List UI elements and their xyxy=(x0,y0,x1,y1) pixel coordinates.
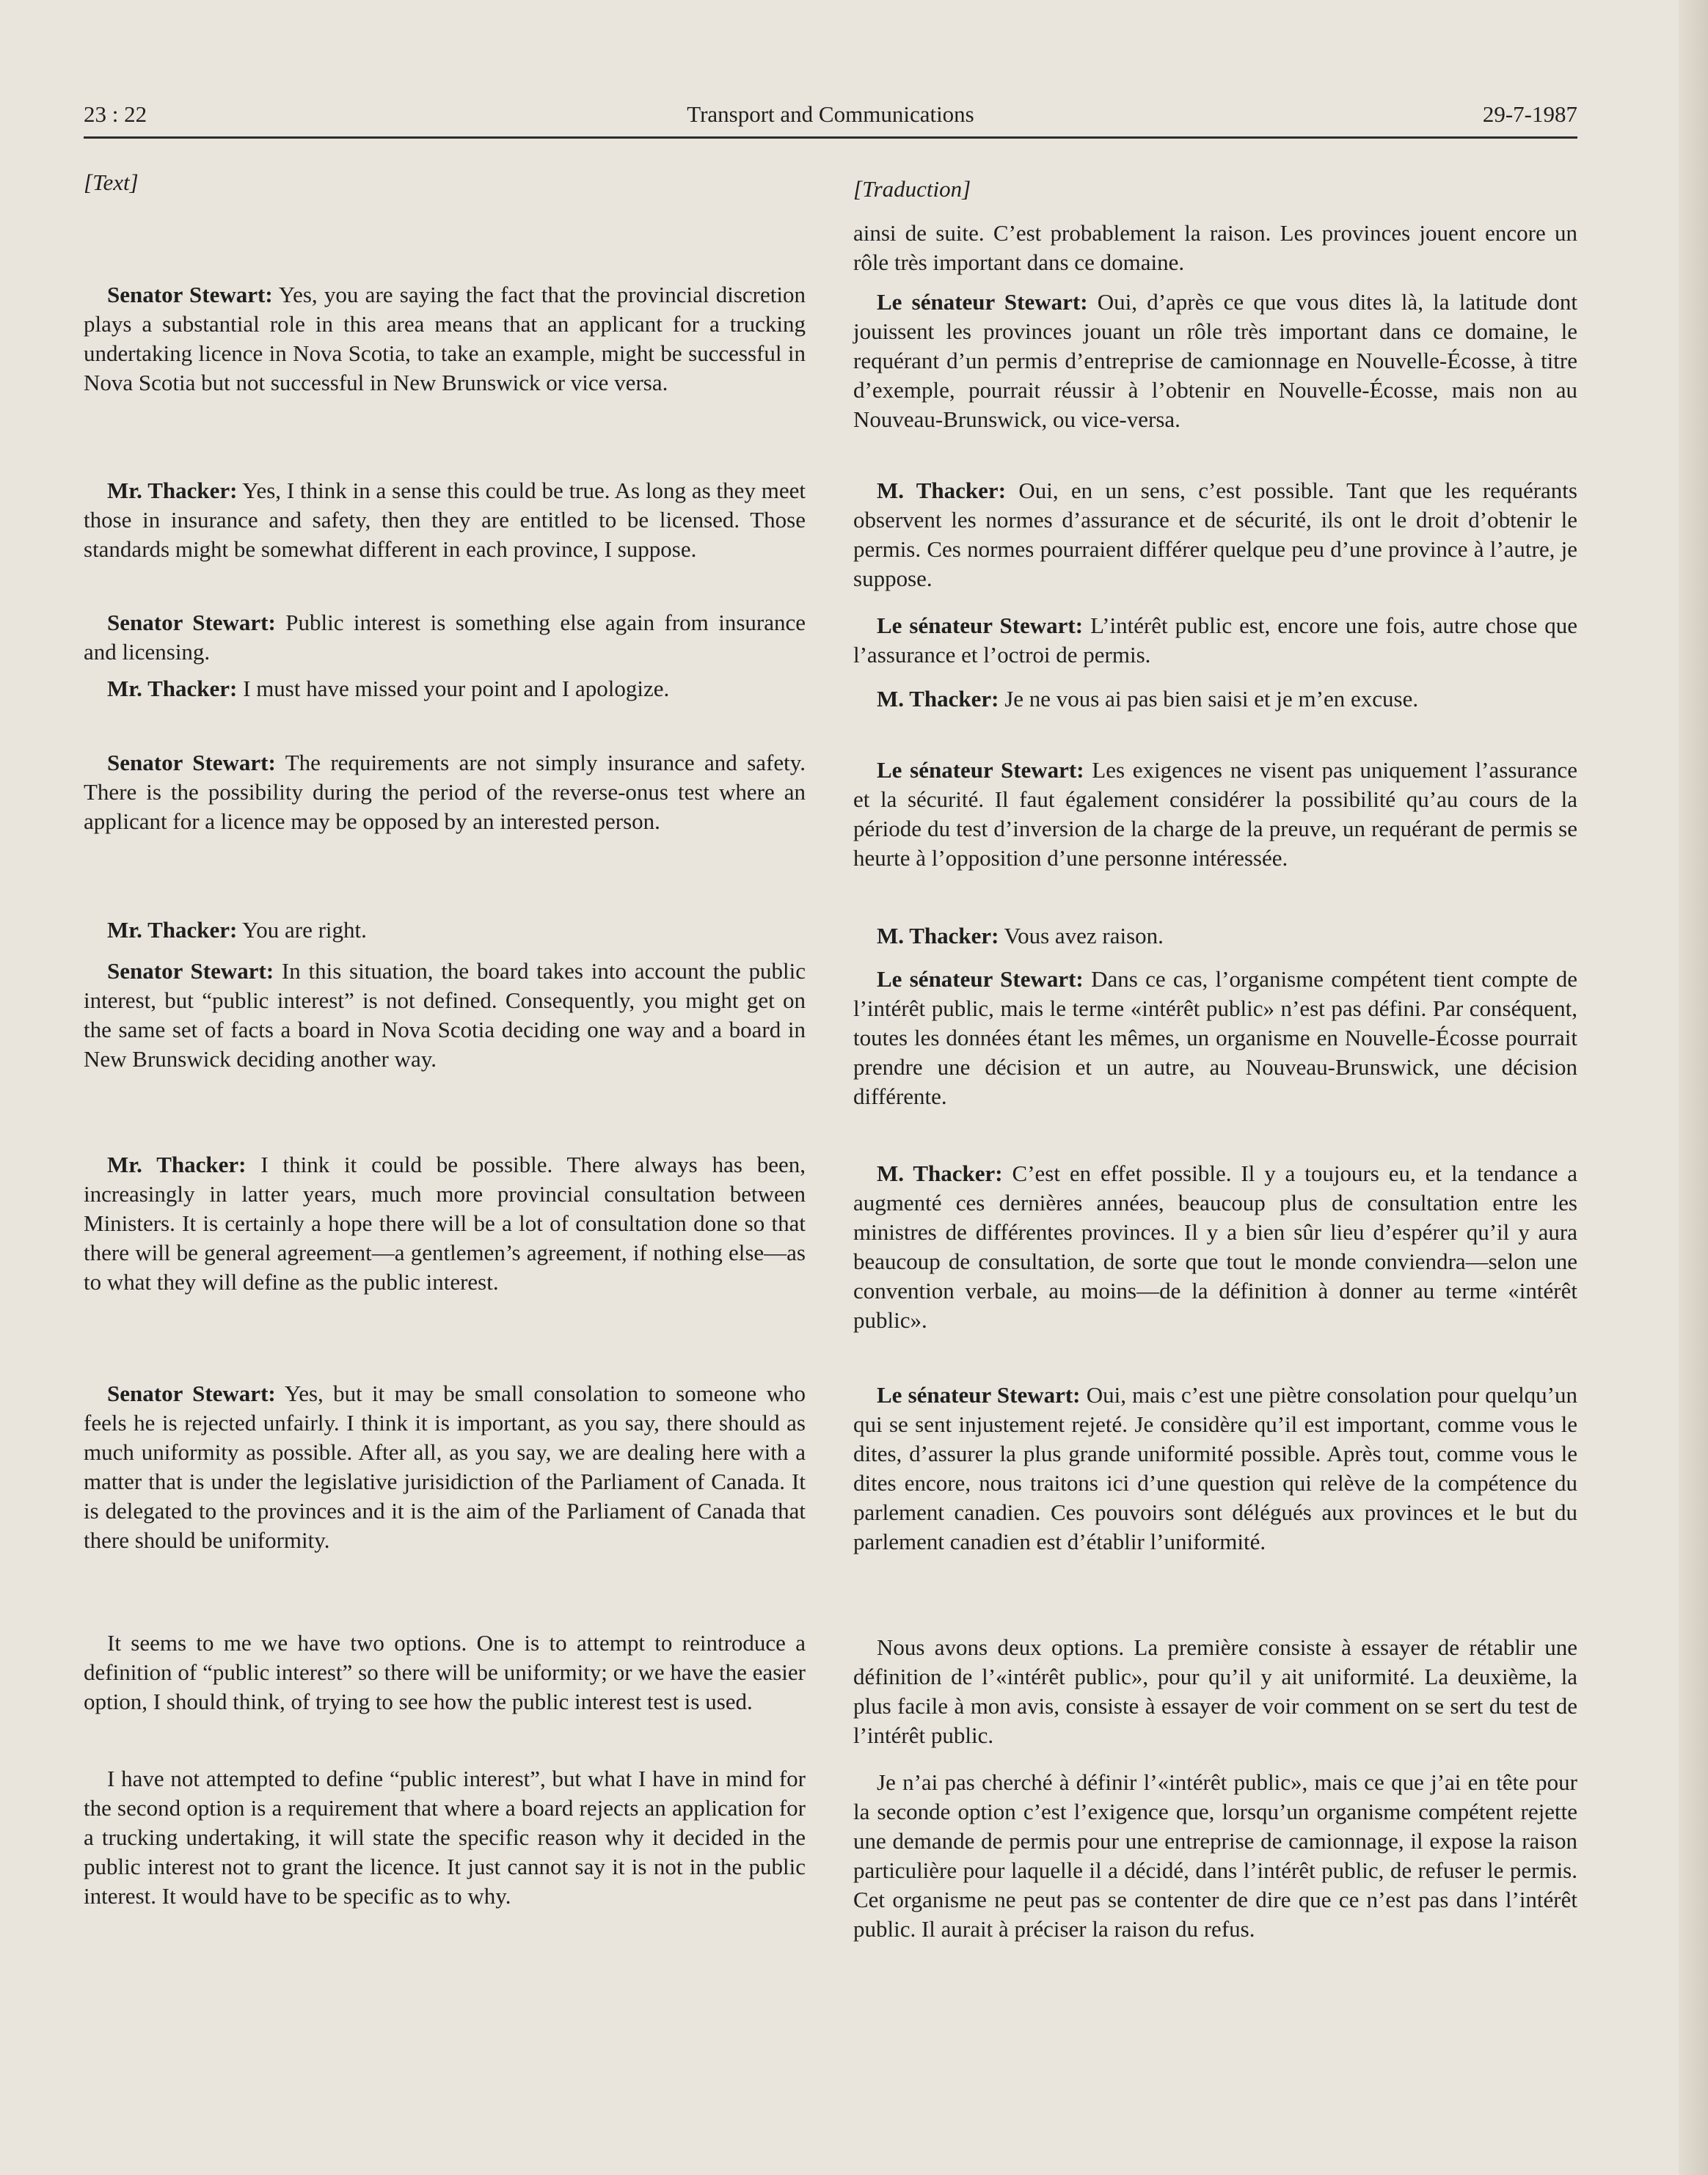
text-label: [Text] xyxy=(84,169,139,195)
speaker-name: M. Thacker: xyxy=(877,1160,1003,1186)
paragraph-text: I have not attempted to define “public interest”, but what I have in mind for the second option is a requirement that where a board rejects an application for a trucking undertaking, it will state the specific reason why it decided in the public interest not to grant the licence. It just cannot say it is not in the public interest. It would have to be specific as to why. xyxy=(84,1766,806,1909)
paragraph-text: ainsi de suite. C’est probablement la raison. Les provinces jouent encore un rôle très important dans ce domaine. xyxy=(853,220,1577,275)
speaker-name: Le sénateur Stewart: xyxy=(877,966,1084,992)
speaker-name: Mr. Thacker: xyxy=(107,676,238,701)
transcript-paragraph xyxy=(84,1764,806,1911)
transcript-paragraph xyxy=(853,611,1577,670)
speaker-name: Mr. Thacker: xyxy=(107,478,238,503)
speaker-name: M. Thacker: xyxy=(877,478,1007,503)
paragraph-text: Nous avons deux options. La première consiste à essayer de rétablir une définition de l’«intérêt public», pour qu’il y ait uniformité. La deuxième, la plus facile à mon avis, consiste à essayer de voir comment on se sert du test de l’intérêt public. xyxy=(853,1634,1577,1748)
paragraph-text: It seems to me we have two options. One is to attempt to reintroduce a definition of “public interest” so there will be uniformity; or we have the easier option, I should think, of trying to see how the public interest test is used. xyxy=(84,1630,806,1714)
transcript-paragraph xyxy=(853,476,1577,593)
transcript-paragraph xyxy=(84,476,806,564)
speaker-name: M. Thacker: xyxy=(877,686,999,712)
transcript-paragraph xyxy=(853,1768,1577,1944)
header-title: Transport and Communications xyxy=(687,101,974,127)
paragraph-text: Yes, I think in a sense this could be true. As long as they meet those in insurance and safety, then they are entitled to be licensed. Those standards might be somewhat different in each province, I suppose. xyxy=(84,478,806,562)
speaker-name: Le sénateur Stewart: xyxy=(877,757,1084,783)
paragraph-text: Vous avez raison. xyxy=(1004,923,1164,948)
page-edge-shadow xyxy=(1679,0,1708,2175)
page-reference: 23 : 22 xyxy=(84,101,147,127)
paragraph-text: Yes, but it may be small consolation to someone who feels he is rejected unfairly. I think it is important, as you say, there should as much uniformity as possible. After all, as you say, we are dealing here with a matter that is under the legislative jurisidiction of the Parliament of Canada. It is delegated to the provinces and it is the aim of the Parliament of Canada that there should be uniformity. xyxy=(84,1381,806,1553)
paragraph-text: Oui, d’après ce que vous dites là, la latitude dont jouissent les provinces jouant un rôle très important dans ce domaine, le requérant d’un permis d’entreprise de camionnage en Nouvelle-Écosse, à titre d’exemple, pourrait réussir à l’obtenir en Nouvelle-Écosse, mais non au Nouveau-Brunswick, ou vice-versa. xyxy=(853,289,1578,432)
transcript-paragraph xyxy=(84,280,806,398)
transcript-paragraph xyxy=(853,756,1577,873)
paragraph-text: Public interest is something else again from insurance and licensing. xyxy=(84,610,806,665)
running-header xyxy=(84,95,1577,139)
transcript-paragraph xyxy=(84,915,806,945)
paragraph-text: Je ne vous ai pas bien saisi et je m’en excuse. xyxy=(1004,686,1419,712)
paragraph-text: Les exigences ne visent pas uniquement l’assurance et la sécurité. Il faut également considérer la possibilité qu’au cours de la période du test d’inversion de la charge de la preuve, un requérant de permis se heurte à l’opposition d’une personne intéressée. xyxy=(853,757,1577,871)
paragraph-text: I think it could be possible. There always has been, increasingly in latter years, much more provincial consultation between Ministers. It is certainly a hope there will be a lot of consultation done so that there will be general agreement—a gentlemen’s agreement, if nothing else—as to what they will define as the public interest. xyxy=(84,1152,806,1295)
paragraph-text: Dans ce cas, l’organisme compétent tient compte de l’intérêt public, mais le terme «intérêt public» n’est pas défini. Par conséquent, toutes les données étant les mêmes, un organisme en Nouvelle-Écosse pourrait prendre une décision et un autre, au Nouveau-Brunswick, une décision différente. xyxy=(853,966,1578,1109)
transcript-paragraph xyxy=(84,608,806,667)
paragraph-text: You are right. xyxy=(241,917,367,943)
transcript-paragraph xyxy=(853,288,1577,434)
speaker-name: Mr. Thacker: xyxy=(107,917,238,943)
transcript-paragraph xyxy=(853,1633,1577,1750)
paragraph-text: Je n’ai pas cherché à définir l’«intérêt public», mais ce que j’ai en tête pour la seconde option c’est l’exigence que, lorsqu’un organisme compétent rejette une demande de permis pour une entreprise de camionnage, il expose la raison particulière pour laquelle il a décidé, dans l’intérêt public, de refuser le permis. Cet organisme ne peut pas se contenter de dire que ce n’est pas dans l’intérêt public. Il aurait à préciser la raison du refus. xyxy=(853,1769,1577,1942)
paragraph-text: I must have missed your point and I apologize. xyxy=(243,676,670,701)
speaker-name: Senator Stewart: xyxy=(107,1381,276,1406)
paragraph-text: Oui, en un sens, c’est possible. Tant que les requérants observent les normes d’assurance et de sécurité, ils ont le droit d’obtenir le permis. Ces normes pourraient différer quelque peu d’une province à l’autre, je suppose. xyxy=(853,478,1577,591)
transcript-paragraph xyxy=(853,1159,1577,1335)
speaker-name: Senator Stewart: xyxy=(107,958,274,984)
transcript-paragraph xyxy=(84,1628,806,1717)
paragraph-text: C’est en effet possible. Il y a toujours eu, et la tendance a augmenté ces dernières années, beaucoup plus de consultation entre les ministres de différentes provinces. Il y a bien sûr lieu d’espérer qu’il y aura beaucoup de consultation, de sorte que tout le monde conviendra—selon une convention verbale, au moins—de la définition à donner au terme «intérêt public». xyxy=(853,1160,1578,1333)
speaker-name: Le sénateur Stewart: xyxy=(877,1382,1081,1408)
header-date: 29-7-1987 xyxy=(1482,101,1577,127)
paragraph-text: In this situation, the board takes into account the public interest, but “public interest” is not defined. Consequently, you might get on the same set of facts a board in Nova Scotia deciding one way and a board in New Brunswick deciding another way. xyxy=(84,958,806,1072)
transcript-paragraph xyxy=(84,674,806,703)
speaker-name: Senator Stewart: xyxy=(107,750,276,775)
translation-label: [Traduction] xyxy=(853,176,971,202)
transcript-paragraph xyxy=(84,1379,806,1555)
transcript-paragraph xyxy=(84,748,806,836)
transcript-paragraph xyxy=(853,684,1577,714)
speaker-name: Senator Stewart: xyxy=(107,282,273,307)
transcript-paragraph xyxy=(853,965,1577,1111)
transcript-paragraph xyxy=(853,219,1577,277)
transcript-paragraph xyxy=(853,1381,1577,1557)
transcript-paragraph xyxy=(84,1150,806,1297)
speaker-name: Senator Stewart: xyxy=(107,610,276,635)
transcript-paragraph xyxy=(853,921,1577,951)
paragraph-text: Yes, you are saying the fact that the provincial discretion plays a substantial role in this area means that an applicant for a trucking undertaking licence in Nova Scotia, to take an example, might be successful in Nova Scotia but not successful in New Brunswick or vice versa. xyxy=(84,282,806,395)
speaker-name: M. Thacker: xyxy=(877,923,999,948)
transcript-paragraph xyxy=(84,957,806,1074)
speaker-name: Le sénateur Stewart: xyxy=(877,289,1088,315)
paragraph-text: Oui, mais c’est une piètre consolation pour quelqu’un qui se sent injustement rejeté. Je considère qu’il est important, comme vous le dites, d’assurer la plus grande uniformité possible. Après tout, comme vous le dites encore, nous traitons ici d’une question qui relève de la compétence du parlement canadien. Ces pouvoirs sont délégués aux provinces et le but du parlement canadien est d’établir l’uniformité. xyxy=(853,1382,1578,1554)
speaker-name: Mr. Thacker: xyxy=(107,1152,247,1177)
paragraph-text: The requirements are not simply insurance and safety. There is the possibility during the period of the reverse-onus test where an applicant for a licence may be opposed by an interested person. xyxy=(84,750,806,834)
speaker-name: Le sénateur Stewart: xyxy=(877,613,1084,638)
paragraph-text: L’intérêt public est, encore une fois, autre chose que l’assurance et l’octroi de permis. xyxy=(853,613,1578,668)
